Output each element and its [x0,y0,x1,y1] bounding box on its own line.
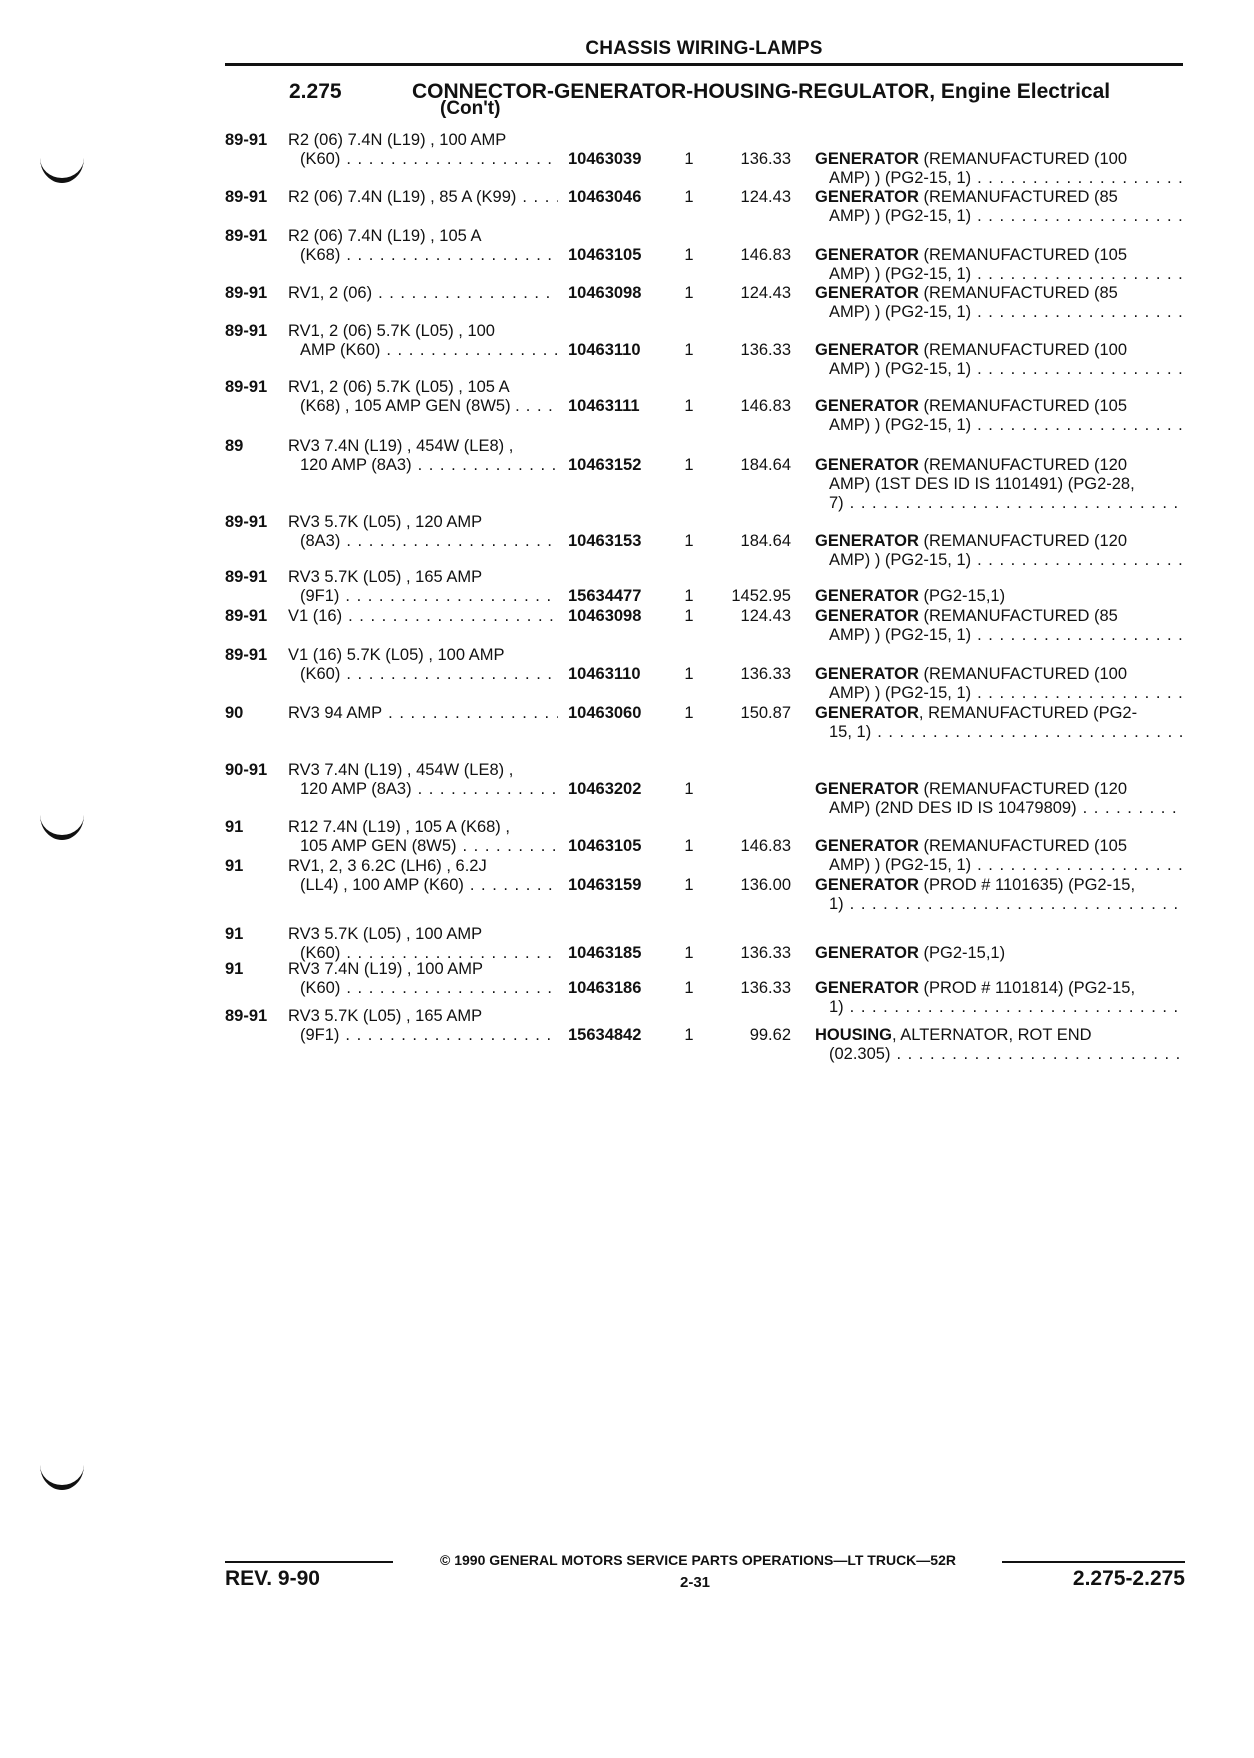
usage-line-1: RV3 7.4N (L19) , 100 AMP [288,960,484,978]
part-number: 10463186 [568,979,642,997]
description [815,532,1183,570]
price: 136.00 [740,876,791,894]
part-number: 10463110 [568,665,641,683]
quantity: 1 [684,607,694,625]
quantity: 1 [684,979,694,997]
usage [288,1007,558,1045]
year-range: 89 [225,437,244,455]
price: 184.64 [740,532,791,550]
year-range: 89-91 [225,284,268,302]
usage [288,131,558,169]
year-range: 91 [225,818,244,836]
part-name: GENERATOR [815,532,919,550]
part-name: GENERATOR [815,150,919,168]
usage [288,818,558,856]
part-number: 15634477 [568,587,642,605]
usage-line-1: RV1, 2 (06) 5.7K (L05) , 100 [288,322,495,340]
description [815,456,1183,513]
description [815,284,1183,322]
year-range: 91 [225,857,244,875]
dot-leader [977,856,1183,875]
page-header-title: CHASSIS WIRING-LAMPS [585,38,823,59]
usage-line-1: RV1, 2, 3 6.2C (LH6) , 6.2J [288,857,487,875]
description [815,876,1183,914]
year-range: 89-91 [225,646,268,664]
desc-line-1: (REMANUFACTURED (85 [918,188,1118,206]
dot-leader [470,876,558,895]
usage-line-1: R2 (06) 7.4N (L19) , 105 A [288,227,482,245]
year-range: 89-91 [225,188,268,206]
quantity: 1 [684,188,694,206]
price: 150.87 [740,704,791,722]
dot-leader [526,397,558,416]
usage-line-2: (LL4) , 100 AMP (K60) [300,876,464,894]
desc-line-2: 15, 1) [829,723,872,741]
price: 146.83 [740,246,791,264]
desc-line-2: AMP) ) (PG2-15, 1) [829,416,972,434]
part-number: 10463105 [568,837,642,855]
dot-leader [850,895,1183,914]
section-subtitle: (Con't) [440,98,501,119]
usage [288,568,558,606]
desc-line-1: (REMANUFACTURED (85 [918,607,1118,625]
footer-page-number: 2-31 [680,1574,711,1591]
quantity: 1 [684,587,694,605]
dot-leader [418,456,558,475]
footer-section-range: 2.275-2.275 [1072,1567,1185,1590]
dot-leader [345,587,558,606]
description [815,246,1183,284]
dot-leader [346,246,558,265]
usage-line-1: RV3 94 AMP [288,704,383,722]
desc-line-2: (02.305) [829,1045,891,1063]
part-name: GENERATOR [815,944,919,962]
quantity: 1 [684,397,694,415]
usage-line-1: RV3 5.7K (L05) , 100 AMP [288,925,483,943]
part-name: GENERATOR [815,607,919,625]
quantity: 1 [684,944,694,962]
desc-line-2: AMP) ) (PG2-15, 1) [829,856,972,874]
dot-leader [346,665,558,684]
section-number: 2.275 [289,80,342,103]
dot-leader [977,684,1183,703]
description [815,665,1183,703]
description [815,704,1183,742]
year-range: 89-91 [225,513,268,531]
part-name: GENERATOR [815,284,919,302]
quantity: 1 [684,532,694,550]
desc-line-2: AMP) (1ST DES ID IS 1101491) (PG2-28, [829,475,1135,493]
usage-line-2: (9F1) [300,1026,340,1044]
part-number: 10463159 [568,876,642,894]
dot-leader [977,551,1183,570]
quantity: 1 [684,284,694,302]
binder-mark-bottom [40,1465,84,1490]
dot-leader [522,188,558,207]
description [815,341,1183,379]
usage [288,704,558,723]
desc-line-2: AMP) ) (PG2-15, 1) [829,684,972,702]
desc-line-1: , REMANUFACTURED (PG2- [918,704,1138,722]
part-name: GENERATOR [815,876,919,894]
price: 146.83 [740,397,791,415]
year-range: 89-91 [225,607,268,625]
usage-line-1: R12 7.4N (L19) , 105 A (K68) , [288,818,510,836]
footer-copyright: © 1990 GENERAL MOTORS SERVICE PARTS OPERATIONS—LT TRUCK—52R [440,1552,956,1568]
usage-line-2: (K60) [300,979,341,997]
year-range: 91 [225,960,244,978]
dot-leader [345,1026,558,1045]
usage [288,607,558,626]
desc-line-2: 1) [829,895,844,913]
part-name: GENERATOR [815,456,919,474]
desc-line-1: (REMANUFACTURED (105 [918,246,1128,264]
desc-line-2: AMP) (2ND DES ID IS 10479809) [829,799,1077,817]
quantity: 1 [684,1026,694,1044]
desc-line-3: 7) [829,494,844,512]
section-title: CONNECTOR-GENERATOR-HOUSING-REGULATOR, Engine Electrical [412,80,1111,103]
dot-leader [850,998,1183,1017]
usage-line-1: RV3 7.4N (L19) , 454W (LE8) , [288,437,514,455]
quantity: 1 [684,780,694,798]
desc-line-1: (REMANUFACTURED (85 [918,284,1118,302]
part-name: GENERATOR [815,837,919,855]
year-range: 90-91 [225,761,268,779]
year-range: 89-91 [225,131,268,149]
part-number: 10463039 [568,150,642,168]
usage [288,960,558,998]
quantity: 1 [684,876,694,894]
part-number: 10463202 [568,780,642,798]
usage-line-1: V1 (16) [288,607,343,625]
desc-line-2: AMP) ) (PG2-15, 1) [829,626,972,644]
price: 136.33 [740,979,791,997]
part-number: 10463185 [568,944,642,962]
usage-line-1: RV1, 2 (06) [288,284,373,302]
quantity: 1 [684,456,694,474]
description [815,944,1183,963]
price: 124.43 [740,607,791,625]
year-range: 89-91 [225,227,268,245]
dot-leader [386,341,558,360]
part-number: 10463111 [568,397,640,415]
part-number: 10463046 [568,188,642,206]
usage [288,378,558,416]
description [815,607,1183,645]
part-number: 10463098 [568,284,642,302]
desc-line-1: (PG2-15,1) [918,944,1006,962]
usage-line-2: 120 AMP (8A3) [300,780,412,798]
usage-line-2: (K60) [300,944,341,962]
part-number: 10463098 [568,607,642,625]
desc-line-2: AMP) ) (PG2-15, 1) [829,265,972,283]
desc-line-2: AMP) ) (PG2-15, 1) [829,169,972,187]
year-range: 90 [225,704,244,722]
desc-line-1: (REMANUFACTURED (120 [918,532,1128,550]
dot-leader [977,416,1183,435]
description [815,397,1183,435]
quantity: 1 [684,246,694,264]
desc-line-1: (REMANUFACTURED (120 [918,780,1128,798]
part-name: GENERATOR [815,665,919,683]
dot-leader [418,780,558,799]
usage [288,513,558,551]
quantity: 1 [684,341,694,359]
part-name: GENERATOR [815,979,919,997]
part-number: 10463152 [568,456,642,474]
usage-line-2: (8A3) [300,532,341,550]
price: 184.64 [740,456,791,474]
desc-line-1: (REMANUFACTURED (100 [918,150,1128,168]
usage-line-2: (9F1) [300,587,340,605]
usage-line-2: (K60) [300,665,341,683]
usage [288,857,558,895]
part-name: GENERATOR [815,341,919,359]
usage-line-2: (K68) [300,246,341,264]
year-range: 89-91 [225,1007,268,1025]
price: 124.43 [740,284,791,302]
description [815,188,1183,226]
usage-line-2: 120 AMP (8A3) [300,456,412,474]
dot-leader [877,723,1183,742]
usage-line-1: RV3 7.4N (L19) , 454W (LE8) , [288,761,514,779]
usage [288,646,558,684]
price: 146.83 [740,837,791,855]
price: 136.33 [740,944,791,962]
description [815,837,1183,875]
part-name: GENERATOR [815,587,919,605]
quantity: 1 [684,665,694,683]
quantity: 1 [684,150,694,168]
dot-leader [378,284,558,303]
part-name: HOUSING [815,1026,893,1044]
desc-line-2: AMP) ) (PG2-15, 1) [829,551,972,569]
desc-line-1: (REMANUFACTURED (100 [918,665,1128,683]
price: 99.62 [749,1026,791,1044]
usage-line-1: RV3 5.7K (L05) , 165 AMP [288,568,483,586]
desc-line-1: (PG2-15,1) [918,587,1006,605]
year-range: 89-91 [225,568,268,586]
desc-line-1: (REMANUFACTURED (120 [918,456,1128,474]
usage [288,925,558,963]
price: 136.33 [740,150,791,168]
dot-leader [977,360,1183,379]
usage [288,322,558,360]
usage-line-1: RV1, 2 (06) 5.7K (L05) , 105 A [288,378,510,396]
part-name: GENERATOR [815,246,919,264]
quantity: 1 [684,704,694,722]
part-number: 10463060 [568,704,642,722]
description [815,1026,1183,1064]
usage-line-2: 105 AMP GEN (8W5) [300,837,457,855]
part-number: 10463105 [568,246,642,264]
part-name: GENERATOR [815,397,919,415]
year-range: 91 [225,925,244,943]
part-name: GENERATOR [815,780,919,798]
price: 136.33 [740,665,791,683]
footer-revision: REV. 9-90 [225,1567,320,1590]
price: 136.33 [740,341,791,359]
dot-leader [348,607,558,626]
dot-leader [977,303,1183,322]
usage-line-1: R2 (06) 7.4N (L19) , 100 AMP [288,131,507,149]
dot-leader [1083,799,1183,818]
part-number: 10463110 [568,341,641,359]
usage-line-1: V1 (16) 5.7K (L05) , 100 AMP [288,646,505,664]
dot-leader [850,494,1183,513]
usage [288,188,558,207]
dot-leader [977,207,1183,226]
desc-line-1: , ALTERNATOR, ROT END [892,1026,1092,1044]
dot-leader [388,704,558,723]
usage [288,437,558,475]
year-range: 89-91 [225,322,268,340]
description [815,150,1183,188]
usage [288,761,558,799]
price: 124.43 [740,188,791,206]
dot-leader [977,265,1183,284]
desc-line-2: 1) [829,998,844,1016]
desc-line-1: (REMANUFACTURED (100 [918,341,1128,359]
dot-leader [896,1045,1183,1064]
usage-line-2: (K68) , 105 AMP GEN (8W5) . [300,397,520,415]
desc-line-2: AMP) ) (PG2-15, 1) [829,360,972,378]
part-name: GENERATOR [815,188,919,206]
description [815,979,1183,1017]
desc-line-1: (PROD # 1101814) (PG2-15, [918,979,1136,997]
desc-line-1: (REMANUFACTURED (105 [918,397,1128,415]
usage-line-2: AMP (K60) [300,341,381,359]
desc-line-2: AMP) ) (PG2-15, 1) [829,207,972,225]
part-name: GENERATOR [815,704,919,722]
usage [288,227,558,265]
quantity: 1 [684,837,694,855]
usage-line-1: RV3 5.7K (L05) , 165 AMP [288,1007,483,1025]
part-number: 10463153 [568,532,642,550]
year-range: 89-91 [225,378,268,396]
footer-rule-left [225,1561,393,1563]
desc-line-2: AMP) ) (PG2-15, 1) [829,303,972,321]
usage-line-2: (K60) [300,150,341,168]
dot-leader [346,150,558,169]
dot-leader [977,169,1183,188]
description [815,780,1183,818]
usage [288,284,558,303]
footer-rule-right [1002,1561,1185,1563]
usage-line-1: R2 (06) 7.4N (L19) , 85 A (K99) [288,188,517,206]
desc-line-1: (REMANUFACTURED (105 [918,837,1128,855]
dot-leader [346,532,558,551]
usage-line-1: RV3 5.7K (L05) , 120 AMP [288,513,483,531]
desc-line-1: (PROD # 1101635) (PG2-15, [918,876,1136,894]
description [815,587,1183,606]
dot-leader [977,626,1183,645]
price: 1452.95 [731,587,791,605]
dot-leader [346,979,558,998]
part-number: 15634842 [568,1026,642,1044]
dot-leader [463,837,558,856]
